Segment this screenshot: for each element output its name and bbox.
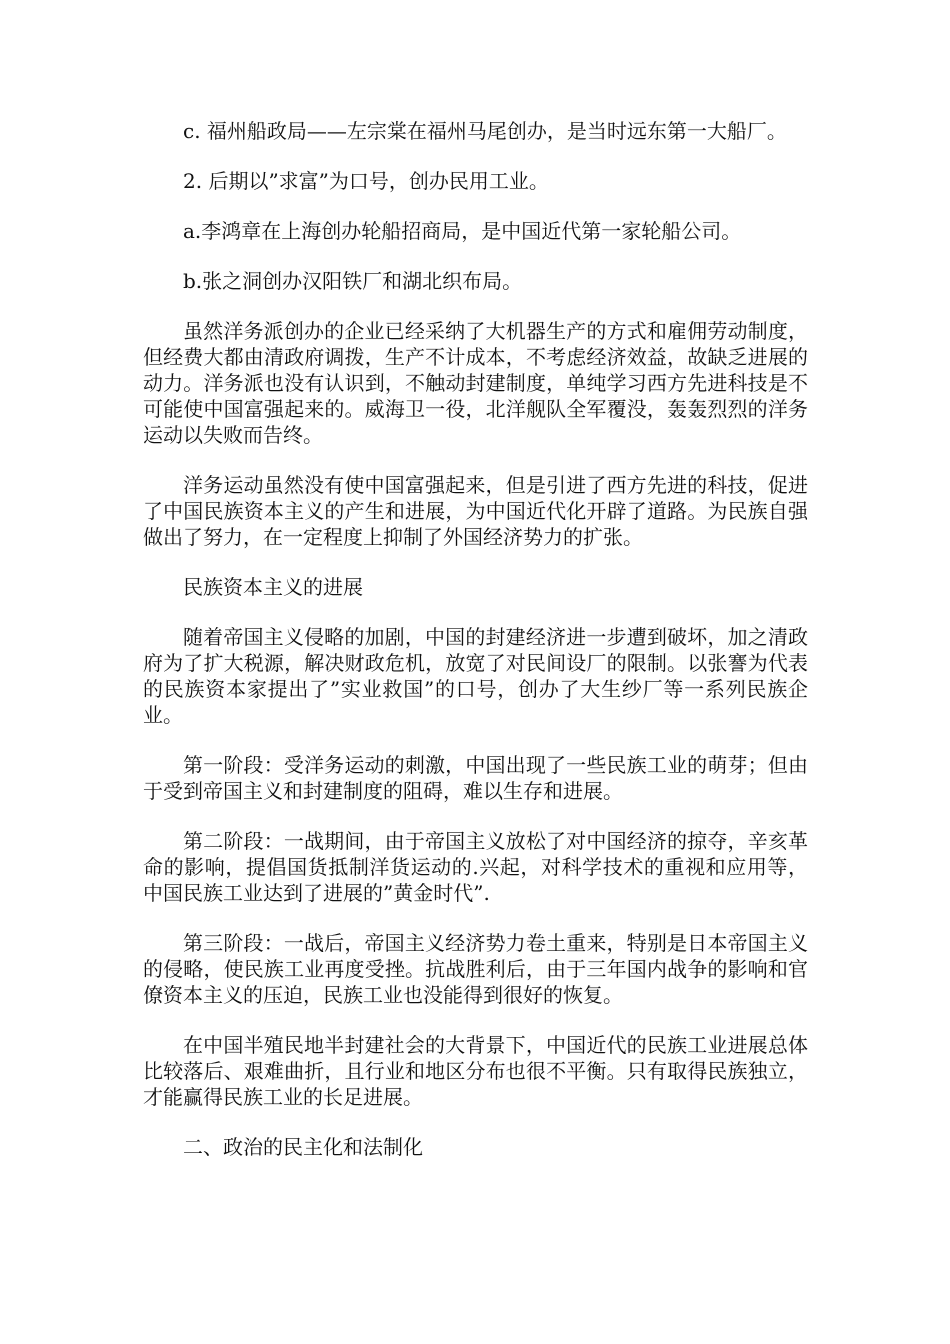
paragraph-hanyang-iron: b.张之洞创办汉阳铁厂和湖北织布局。 — [183, 269, 523, 293]
paragraph-stage-three: 第三阶段：一战后，帝国主义经济势力卷土重来，特别是日本帝国主义的侵略，使民族工业再度受挫。抗战胜利后，由于三年国内战争的影响和官僚资本主义的压迫，民族工业也没能得到很好的恢复。 — [143, 931, 808, 1007]
paragraph-stage-one: 第一阶段：受洋务运动的刺激，中国出现了一些民族工业的萌芽；但由于受到帝国主义和封建制度的阻碍，难以生存和进展。 — [143, 753, 808, 803]
paragraph-stage-two: 第二阶段：一战期间，由于帝国主义放松了对中国经济的掠夺，辛亥革命的影响，提倡国货抵制洋货运动的.兴起，对科学技术的重视和应用等，中国民族工业达到了进展的”黄金时代”. — [143, 829, 808, 905]
document-page — [143, 118, 808, 1184]
paragraph-industry-saving-nation: 随着帝国主义侵略的加剧，中国的封建经济进一步遭到破坏，加之清政府为了扩大税源，解决财政危机，放宽了对民间设厂的限制。以张謇为代表的民族资本家提出了”实业救国”的口号，创办了大生纱厂等一系列民族企业。 — [143, 625, 808, 727]
section-heading-national-capitalism: 民族资本主义的进展 — [183, 575, 363, 599]
paragraph-fuzhou-shipyard: c. 福州船政局——左宗棠在福州马尾创办，是当时远东第一大船厂。 — [183, 119, 787, 143]
paragraph-later-period: 2. 后期以”求富”为口号，创办民用工业。 — [183, 169, 549, 193]
paragraph-summary: 在中国半殖民地半封建社会的大背景下，中国近代的民族工业进展总体比较落后、艰难曲折，且行业和地区分布也很不平衡。只有取得民族独立，才能赢得民族工业的长足进展。 — [143, 1033, 808, 1109]
paragraph-westernization-impact: 洋务运动虽然没有使中国富强起来，但是引进了西方先进的科技，促进了中国民族资本主义的产生和进展，为中国近代化开辟了道路。为民族自强做出了努力，在一定程度上抑制了外国经济势力的扩张。 — [143, 473, 808, 549]
paragraph-merchants-steam: a.李鸿章在上海创办轮船招商局，是中国近代第一家轮船公司。 — [183, 219, 742, 243]
paragraph-westernization-failure: 虽然洋务派创办的企业已经采纳了大机器生产的方式和雇佣劳动制度，但经费大都由清政府调拨，生产不计成本，不考虑经济效益，故缺乏进展的动力。洋务派也没有认识到，不触动封建制度，单纯学习西方先进科技是不可能使中国富强起来的。威海卫一役，北洋舰队全军覆没，轰轰烈烈的洋务运动以失败而告终。 — [143, 319, 808, 447]
section-heading-politics: 二、政治的民主化和法制化 — [183, 1135, 423, 1159]
